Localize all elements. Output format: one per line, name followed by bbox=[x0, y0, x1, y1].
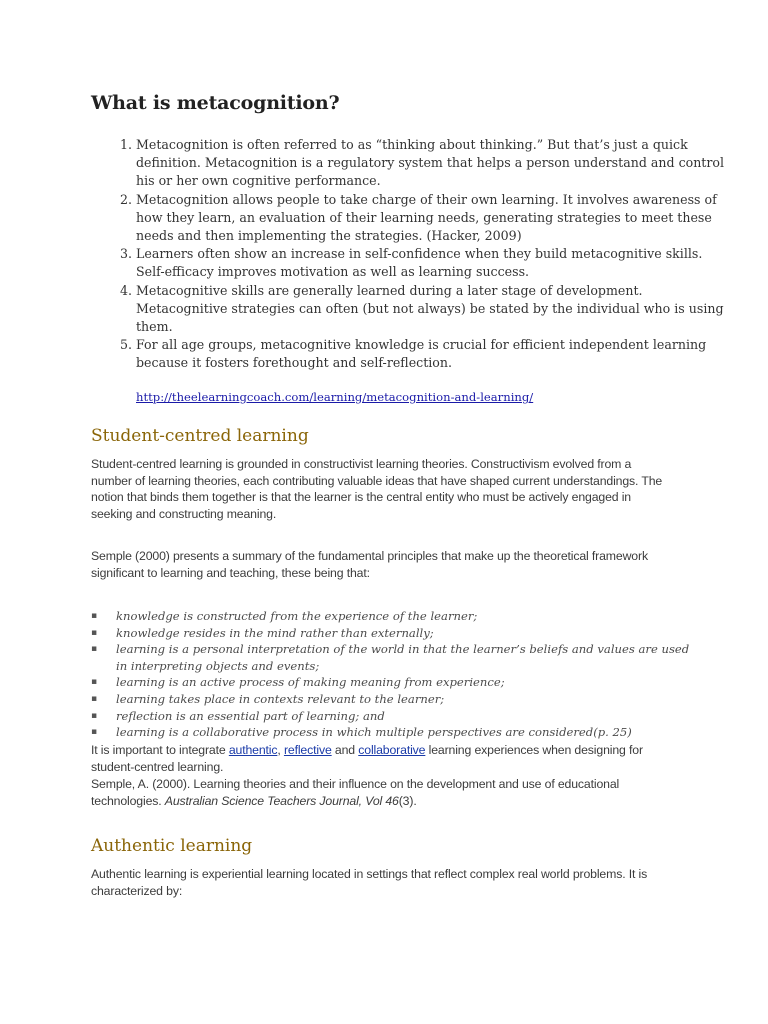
authentic-link[interactable]: authentic bbox=[228, 743, 278, 757]
journal-title: Australian Science Teachers Journal, Vol 46 bbox=[164, 793, 399, 808]
bullet-text: reflection is an essential part of learning; and bbox=[116, 708, 385, 723]
bullet-icon: ▪ bbox=[91, 693, 98, 704]
list-item bbox=[91, 674, 691, 691]
metacognition-list bbox=[91, 136, 726, 373]
integrate-suffix: learning experiences when designing for student-centred learning. bbox=[91, 743, 643, 774]
list-item: 3. Learners often show an increase in self-confidence when they build metacognitive skills. Self-efficacy improves motivation as well as learning success. bbox=[136, 245, 726, 281]
list-item: 2. Metacognition allows people to take charge of their own learning. It involves awareness of how they learn, an evaluation of their learning needs, generating strategies to meet these needs and then implementing the strategies. (Hacker, 2009) bbox=[136, 191, 726, 246]
list-item bbox=[91, 641, 691, 674]
authentic-paragraph: Authentic learning is experiential learning located in settings that reflect complex real world problems. It is characterized by: bbox=[91, 867, 648, 898]
list-item bbox=[91, 724, 691, 741]
list-item bbox=[91, 691, 691, 708]
separator: , bbox=[277, 743, 284, 757]
reference-text: Semple, A. (2000). Learning theories and their influence on the development and use of educational technologies. bbox=[91, 777, 620, 808]
collaborative-link[interactable]: collaborative bbox=[358, 743, 426, 757]
page-title: What is metacognition? bbox=[91, 92, 340, 114]
bullet-icon: ▪ bbox=[91, 727, 98, 738]
list-item: 4. Metacognitive skills are generally learned during a later stage of development. Metacognitive strategies can often (but not always) be stated by the individual who is using them. bbox=[136, 282, 726, 337]
bullet-text: learning is an active process of making meaning from experience; bbox=[116, 675, 505, 690]
principles-list bbox=[91, 608, 691, 741]
bullet-icon: ▪ bbox=[91, 627, 98, 638]
integrate-paragraph bbox=[91, 742, 671, 775]
list-item: 5. For all age groups, metacognitive knowledge is crucial for efficient independent learning because it fosters forethought and self-reflection. bbox=[136, 336, 726, 372]
bullet-icon: ▪ bbox=[91, 710, 98, 721]
reference-citation bbox=[91, 776, 671, 809]
reference-suffix: (3). bbox=[398, 793, 417, 808]
bullet-text: learning takes place in contexts relevant to the learner; bbox=[116, 691, 445, 706]
reflective-link[interactable]: reflective bbox=[283, 743, 332, 757]
bullet-text: knowledge resides in the mind rather than externally; bbox=[116, 625, 434, 640]
bullet-icon: ▪ bbox=[91, 644, 98, 655]
student-centred-paragraph: Student-centred learning is grounded in constructivist learning theories. Constructivism evolved from a number of learning theories, each contributing valuable ideas that have shaped current understandings. The notion that binds them together is that the learner is the central entity who must be actively engaged in seeking and constructing meaning. bbox=[91, 457, 663, 521]
bullet-text: learning is a personal interpretation of the world in that the learner’s beliefs and values are used in interpreting objects and events; bbox=[116, 642, 690, 673]
semple-paragraph: Semple (2000) presents a summary of the fundamental principles that make up the theoretical framework significant to learning and teaching, these being that: bbox=[91, 549, 648, 580]
bullet-text: learning is a collaborative process in which multiple perspectives are considered(p. 25) bbox=[116, 725, 632, 740]
list-item bbox=[91, 708, 691, 725]
list-item bbox=[91, 625, 691, 642]
section-heading-authentic: Authentic learning bbox=[91, 836, 253, 856]
list-item: 1. Metacognition is often referred to as “thinking about thinking.” But that’s just a quick definition. Metacognition is a regulatory system that helps a person understand and control his or her own cognitive performance. bbox=[136, 136, 726, 191]
bullet-icon: ▪ bbox=[91, 611, 98, 621]
separator: and bbox=[331, 743, 359, 757]
list-item bbox=[91, 608, 691, 625]
bullet-icon: ▪ bbox=[91, 677, 98, 688]
bullet-text: knowledge is constructed from the experience of the learner; bbox=[116, 609, 478, 623]
section-heading-student-centred: Student-centred learning bbox=[91, 426, 309, 446]
source-link[interactable]: http://theelearningcoach.com/learning/metacognition-and-learning/ bbox=[136, 390, 534, 404]
integrate-prefix: It is important to integrate bbox=[91, 743, 229, 757]
